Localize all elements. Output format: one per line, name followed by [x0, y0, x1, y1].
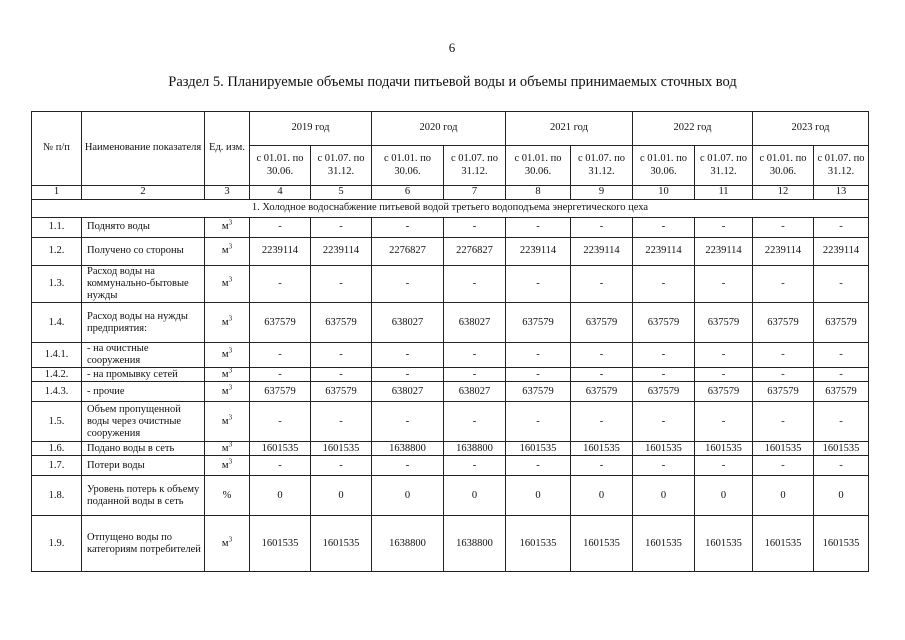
value-cell: 637579	[695, 303, 753, 343]
value-cell: 638027	[372, 303, 444, 343]
page-number: 6	[448, 40, 456, 55]
value-cell: 638027	[444, 382, 506, 402]
value-cell: 1601535	[571, 442, 633, 456]
value-cell: 0	[311, 476, 372, 516]
value-cell: -	[695, 266, 753, 303]
water-volume-table	[31, 111, 869, 572]
header-year: 2023 год	[753, 112, 869, 146]
row-number: 1.5.	[32, 402, 82, 442]
value-cell: -	[753, 402, 814, 442]
value-cell: 1601535	[814, 442, 869, 456]
column-number: 11	[695, 186, 753, 200]
row-name: Отпущено воды по категориям потребителей	[82, 516, 205, 572]
table-row	[32, 442, 869, 456]
value-cell: -	[753, 343, 814, 368]
value-cell: 1601535	[250, 516, 311, 572]
column-number: 12	[753, 186, 814, 200]
value-cell: 637579	[571, 382, 633, 402]
column-number: 3	[205, 186, 250, 200]
value-cell: -	[506, 343, 571, 368]
value-cell: 1601535	[571, 516, 633, 572]
column-number: 6	[372, 186, 444, 200]
row-number: 1.4.1.	[32, 343, 82, 368]
value-cell: -	[444, 218, 506, 238]
value-cell: 0	[372, 476, 444, 516]
value-cell: 638027	[372, 382, 444, 402]
value-cell: -	[753, 218, 814, 238]
unit-exponent: 3	[228, 242, 233, 251]
row-unit	[205, 516, 250, 572]
value-cell: 2239114	[633, 238, 695, 266]
value-cell: 637579	[633, 382, 695, 402]
value-cell: -	[506, 456, 571, 476]
table-row	[32, 218, 869, 238]
value-cell: -	[753, 266, 814, 303]
value-cell: -	[753, 456, 814, 476]
row-number: 1.3.	[32, 266, 82, 303]
header-period: с 01.07. по 31.12.	[814, 146, 869, 186]
value-cell: -	[311, 266, 372, 303]
value-cell: 637579	[814, 303, 869, 343]
table-row	[32, 402, 869, 442]
value-cell: 637579	[311, 303, 372, 343]
value-cell: 637579	[695, 382, 753, 402]
unit-text: %	[222, 489, 232, 501]
value-cell: 1638800	[372, 516, 444, 572]
value-cell: 1601535	[633, 442, 695, 456]
unit-exponent: 3	[228, 314, 233, 323]
row-name: Потери воды	[82, 456, 205, 476]
value-cell: 2239114	[753, 238, 814, 266]
value-cell: 1638800	[444, 442, 506, 456]
value-cell: -	[250, 402, 311, 442]
value-cell: -	[250, 456, 311, 476]
value-cell: -	[372, 456, 444, 476]
row-name: Получено со стороны	[82, 238, 205, 266]
value-cell: 0	[506, 476, 571, 516]
table-row	[32, 382, 869, 402]
value-cell: 0	[444, 476, 506, 516]
value-cell: -	[444, 402, 506, 442]
unit-exponent: 3	[228, 441, 233, 449]
value-cell: -	[633, 368, 695, 382]
unit-exponent: 3	[228, 367, 233, 375]
row-unit	[205, 402, 250, 442]
unit-text: м	[221, 316, 229, 328]
value-cell: -	[311, 343, 372, 368]
value-cell: -	[250, 343, 311, 368]
value-cell: -	[633, 402, 695, 442]
row-number: 1.4.3.	[32, 382, 82, 402]
value-cell: 0	[633, 476, 695, 516]
value-cell: 637579	[250, 382, 311, 402]
row-unit	[205, 476, 250, 516]
row-unit	[205, 238, 250, 266]
table-row	[32, 266, 869, 303]
column-number: 4	[250, 186, 311, 200]
header-year: 2020 год	[372, 112, 506, 146]
value-cell: -	[814, 456, 869, 476]
value-cell: 637579	[753, 382, 814, 402]
table-row	[32, 303, 869, 343]
value-cell: 2239114	[311, 238, 372, 266]
row-unit	[205, 368, 250, 382]
header-unit: Ед. изм.	[205, 112, 250, 186]
value-cell: -	[753, 368, 814, 382]
table-row	[32, 238, 869, 266]
value-cell: -	[571, 402, 633, 442]
header-period: с 01.01. по 30.06.	[250, 146, 311, 186]
value-cell: -	[571, 343, 633, 368]
value-cell: 0	[814, 476, 869, 516]
table-row	[32, 343, 869, 368]
value-cell: -	[311, 368, 372, 382]
value-cell: -	[571, 266, 633, 303]
unit-text: м	[221, 537, 229, 549]
value-cell: -	[250, 266, 311, 303]
row-number: 1.4.	[32, 303, 82, 343]
row-name: - на очистные сооружения	[82, 343, 205, 368]
unit-text: м	[221, 349, 229, 361]
value-cell: 1638800	[444, 516, 506, 572]
value-cell: -	[814, 368, 869, 382]
header-period: с 01.01. по 30.06.	[633, 146, 695, 186]
unit-text: м	[221, 368, 229, 380]
value-cell: -	[814, 343, 869, 368]
row-number: 1.8.	[32, 476, 82, 516]
unit-text: м	[221, 415, 229, 427]
value-cell: 1601535	[814, 516, 869, 572]
column-number: 9	[571, 186, 633, 200]
value-cell: 0	[571, 476, 633, 516]
value-cell: -	[372, 266, 444, 303]
row-number: 1.4.2.	[32, 368, 82, 382]
value-cell: 2239114	[695, 238, 753, 266]
value-cell: 2239114	[250, 238, 311, 266]
value-cell: 1601535	[695, 442, 753, 456]
value-cell: -	[506, 368, 571, 382]
table-row	[32, 516, 869, 572]
header-period: с 01.07. по 31.12.	[444, 146, 506, 186]
value-cell: -	[633, 343, 695, 368]
header-period: с 01.01. по 30.06.	[372, 146, 444, 186]
value-cell: 637579	[506, 303, 571, 343]
column-number: 13	[814, 186, 869, 200]
unit-exponent: 3	[228, 535, 233, 544]
value-cell: -	[506, 218, 571, 238]
value-cell: 1601535	[753, 516, 814, 572]
value-cell: 637579	[506, 382, 571, 402]
value-cell: -	[633, 456, 695, 476]
header-year: 2019 год	[250, 112, 372, 146]
row-name: - на промывку сетей	[82, 368, 205, 382]
header-num: № п/п	[32, 112, 82, 186]
unit-exponent: 3	[228, 346, 233, 355]
value-cell: -	[814, 402, 869, 442]
row-number: 1.6.	[32, 442, 82, 456]
header-year: 2022 год	[633, 112, 753, 146]
value-cell: -	[372, 218, 444, 238]
unit-exponent: 3	[228, 383, 233, 392]
value-cell: 637579	[250, 303, 311, 343]
header-name: Наименование показателя	[82, 112, 205, 186]
value-cell: 1601535	[695, 516, 753, 572]
value-cell: -	[571, 456, 633, 476]
row-unit	[205, 442, 250, 456]
unit-exponent: 3	[228, 457, 233, 466]
header-period: с 01.07. по 31.12.	[311, 146, 372, 186]
value-cell: 1638800	[372, 442, 444, 456]
row-name: - прочие	[82, 382, 205, 402]
value-cell: -	[695, 218, 753, 238]
row-unit	[205, 456, 250, 476]
row-unit	[205, 218, 250, 238]
header-period: с 01.01. по 30.06.	[506, 146, 571, 186]
value-cell: 2276827	[372, 238, 444, 266]
value-cell: 2276827	[444, 238, 506, 266]
row-unit	[205, 266, 250, 303]
value-cell: -	[444, 266, 506, 303]
column-number: 10	[633, 186, 695, 200]
value-cell: 1601535	[311, 442, 372, 456]
value-cell: -	[695, 343, 753, 368]
column-number: 7	[444, 186, 506, 200]
column-number: 5	[311, 186, 372, 200]
row-name: Расход воды на нужды предприятия:	[82, 303, 205, 343]
row-number: 1.2.	[32, 238, 82, 266]
value-cell: -	[506, 402, 571, 442]
value-cell: 637579	[571, 303, 633, 343]
value-cell: -	[695, 456, 753, 476]
value-cell: -	[444, 343, 506, 368]
value-cell: -	[633, 218, 695, 238]
header-period: с 01.01. по 30.06.	[753, 146, 814, 186]
value-cell: -	[311, 402, 372, 442]
value-cell: 0	[695, 476, 753, 516]
table-row	[32, 368, 869, 382]
value-cell: 637579	[814, 382, 869, 402]
header-period: с 01.07. по 31.12.	[571, 146, 633, 186]
value-cell: 0	[250, 476, 311, 516]
value-cell: -	[250, 368, 311, 382]
column-number: 2	[82, 186, 205, 200]
row-unit	[205, 303, 250, 343]
row-name: Поднято воды	[82, 218, 205, 238]
value-cell: 0	[753, 476, 814, 516]
unit-text: м	[221, 245, 229, 257]
value-cell: 1601535	[506, 442, 571, 456]
header-period: с 01.07. по 31.12.	[695, 146, 753, 186]
value-cell: 2239114	[571, 238, 633, 266]
unit-text: м	[221, 278, 229, 290]
value-cell: -	[571, 218, 633, 238]
value-cell: -	[311, 456, 372, 476]
value-cell: 2239114	[814, 238, 869, 266]
row-name: Подано воды в сеть	[82, 442, 205, 456]
value-cell: -	[311, 218, 372, 238]
column-number: 1	[32, 186, 82, 200]
value-cell: 638027	[444, 303, 506, 343]
value-cell: -	[571, 368, 633, 382]
unit-text: м	[221, 221, 229, 233]
value-cell: -	[444, 368, 506, 382]
column-number: 8	[506, 186, 571, 200]
value-cell: 637579	[753, 303, 814, 343]
section-row: 1. Холодное водоснабжение питьевой водой третьего водоподъема энергетического цеха	[32, 200, 869, 218]
unit-text: м	[221, 385, 229, 397]
unit-exponent: 3	[228, 275, 233, 284]
value-cell: -	[695, 402, 753, 442]
row-name: Объем пропущенной воды через очистные сооружения	[82, 402, 205, 442]
row-name: Расход воды на коммунально-бытовые нужды	[82, 266, 205, 303]
value-cell: -	[372, 402, 444, 442]
value-cell: 1601535	[633, 516, 695, 572]
value-cell: -	[814, 218, 869, 238]
table-row	[32, 456, 869, 476]
row-number: 1.9.	[32, 516, 82, 572]
unit-text: м	[221, 459, 229, 471]
row-name: Уровень потерь к объему поданной воды в сеть	[82, 476, 205, 516]
value-cell: -	[506, 266, 571, 303]
value-cell: 1601535	[250, 442, 311, 456]
unit-exponent: 3	[228, 413, 233, 422]
value-cell: 1601535	[311, 516, 372, 572]
value-cell: 637579	[633, 303, 695, 343]
value-cell: 1601535	[506, 516, 571, 572]
value-cell: -	[372, 343, 444, 368]
value-cell: -	[814, 266, 869, 303]
table-row	[32, 476, 869, 516]
value-cell: -	[695, 368, 753, 382]
value-cell: -	[444, 456, 506, 476]
value-cell: 637579	[311, 382, 372, 402]
value-cell: 1601535	[753, 442, 814, 456]
value-cell: 2239114	[506, 238, 571, 266]
row-unit	[205, 382, 250, 402]
unit-exponent: 3	[228, 218, 233, 227]
value-cell: -	[633, 266, 695, 303]
unit-text: м	[221, 442, 229, 454]
row-number: 1.7.	[32, 456, 82, 476]
value-cell: -	[372, 368, 444, 382]
value-cell: -	[250, 218, 311, 238]
row-unit	[205, 343, 250, 368]
row-number: 1.1.	[32, 218, 82, 238]
section-title: Раздел 5. Планируемые объемы подачи питьевой воды и объемы принимаемых сточных вод	[168, 74, 737, 90]
header-year: 2021 год	[506, 112, 633, 146]
